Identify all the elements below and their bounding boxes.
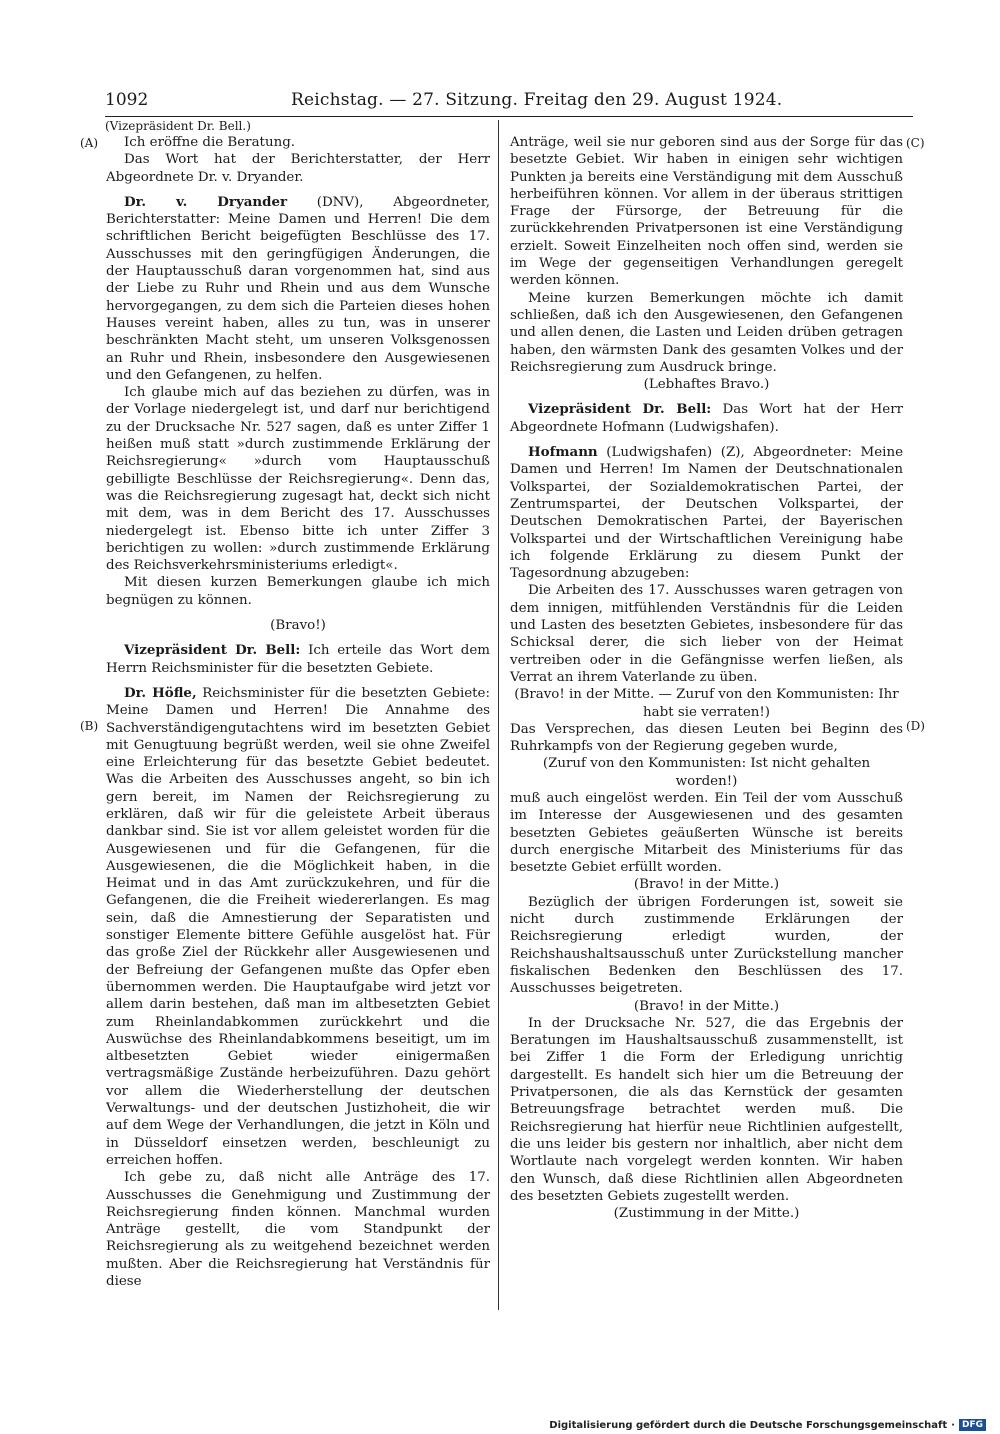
paragraph: muß auch eingelöst werden. Ein Teil der vom Ausschuß im Interesse der Ausgewiesenen und des gesamten besetzten Gebietes geäußerten Wünsche ist bereits durch energische Mitarbeit des Ministeriums für das besetzte Gebiet erfüllt worden. <box>510 790 903 876</box>
paragraph: Mit diesen kurzen Bemerkungen glaube ich mich begnügen zu können. <box>106 575 490 608</box>
speech-text: Reichsminister für die besetzten Gebiete: Meine Damen und Herren! Die Annahme des Sachverständigengutachtens wird im besetzten Gebiet mit Genugtuung begrüßt werden, weil sie ohne Zweifel eine Erleichterung für das besetzte Gebiet bedeutet. Was die Arbeiten des Ausschusses angeht, so bin ich gern bereit, im Namen der Reichsregierung zu erklären, daß wir für die geleistete Arbeit überaus dankbar sind. Sie ist vor allem geleistet worden für die Ausgewiesenen und für die Gefangenen, für die Ausgewiesenen, die die Möglichkeit haben, in die Heimat und in das Amt zurückzukehren, und für die Gefangenen, die die Freiheit wiedererlangen. Es mag sein, daß die Amnestierung der Separatisten und sonstiger Elemente bittere Gefühle ausgelöst hat. Für das große Ziel der Rückkehr aller Ausgewiesenen und der Befreiung der Gefangenen mußte das Opfer eben übernommen werden. Die Hauptaufgabe wird jetzt vor allem darin bestehen, daß man im altbesetzten Gebiet zum Rheinlandabkommen zurückkehrt und die Auswüchse des Rheinlandabkommens beseitigt, um im altbesetzten Gebiet wieder einigermaßen vertragsmäßige Zustände herbeizuführen. Dazu gehört vor allem die Wiederherstellung der deutschen Verwaltungs- und der deutschen Justizhoheit, die wir auf dem Wege der Verhandlungen, die jetzt in Köln und in Düsseldorf einsetzen werden, beschleunigt zu erreichen hoffen. <box>106 685 490 1168</box>
speaker-name: Hofmann <box>528 444 598 461</box>
speech-paragraph <box>510 444 903 582</box>
page-header <box>105 90 913 117</box>
column-divider <box>498 120 499 1310</box>
speech-text: (DNV), Abgeordneter, Berichterstatter: Meine Damen und Herren! Die dem schriftlichen Bericht beigefügten Beschlüsse des 17. Ausschusses mit den geringfügigen Änderungen, die der Hauptausschuß daran vorgenommen hat, sind aus der Liebe zu Ruhr und Rhein und aus dem Wunsche hervorgegangen, zu dem sich die Parteien dieses hohen Hauses vereint haben, alles zu tun, was in unserer beschränkten Macht steht, um unseren Volksgenossen an Ruhr und Rhein, insbesondere den Ausgewiesenen und den Gefangenen, zu helfen. <box>106 194 490 383</box>
right-column <box>510 134 903 1222</box>
paragraph: Meine kurzen Bemerkungen möchte ich damit schließen, daß ich den Ausgewiesenen, den Gefangenen und allen denen, die Lasten und Leiden drüben getragen haben, den wärmsten Dank des gesamten Volkes und der Reichsregierung zum Ausdruck bringe. <box>510 290 903 375</box>
speech-text: Das Wort hat der Herr Abgeordnete Hofmann (Ludwigshafen). <box>510 402 903 435</box>
interjection: (Bravo!) <box>270 618 326 634</box>
paragraph: Ich glaube mich auf das beziehen zu dürfen, was in der Vorlage niedergelegt ist, und darf nur berichtigend zu der Drucksache Nr. 527 sagen, daß es unter Ziffer 1 heißen muß statt »durch zustimmende Erklärung der Reichsregierung« »durch vom Hauptausschuß gebilligte Beschlüsse der Reichsregierung«. Denn das, was die Reichsregierung zugesagt hat, deckt sich nicht mit dem, was in dem Bericht des 17. Ausschusses niedergelegt ist. Ebenso bitte ich unter Ziffer 3 berichtigen zu wollen: »durch zustimmende Erklärung des Reichsverkehrsministeriums erledigt«. <box>106 385 490 574</box>
interjection: (Bravo! in der Mitte. — Zuruf von den Kommunisten: Ihr habt sie verraten!) <box>514 687 899 720</box>
interjection: (Bravo! in der Mitte.) <box>633 877 780 893</box>
margin-mark-b: (B) <box>80 719 99 733</box>
paragraph: Ich eröffne die Beratung. <box>124 135 296 150</box>
footer-text: Digitalisierung gefördert durch die Deutsche Forschungsgemeinschaft <box>549 1419 948 1431</box>
margin-mark-c: (C) <box>906 136 925 150</box>
paragraph: In der Drucksache Nr. 527, die das Ergebnis der Beratungen im Haushaltsausschuß zusammenstellt, ist bei Ziffer 1 die Form der Erledigung unrichtig dargestellt. Es handelt sich hier um die Betreuung der Privatpersonen, die als das Kernstück der gesamten Betreuungsfrage betrachtet werden muß. Die Reichsregierung hat hierfür neue Richtlinien aufgestellt, die uns leider bis gestern nor inhaltlich, aber nicht dem Wortlaute nach vorgelegt werden konnten. Wir haben den Wunsch, daß diese Richtlinien allen Abgeordneten des besetzten Gebiets zugestellt werden. <box>510 1015 903 1204</box>
footer-credit: Digitalisierung gefördert durch die Deutsche Forschungsgemeinschaft · DFG <box>549 1419 986 1431</box>
dfg-logo: DFG <box>959 1419 986 1431</box>
speech-paragraph <box>106 194 490 384</box>
speaker-name: Dr. v. Dryander <box>124 193 288 210</box>
paragraph: Das Versprechen, das diesen Leuten bei Beginn des Ruhrkampfs von der Regierung gegeben wurde, <box>510 721 903 755</box>
paragraph: Das Wort hat der Berichterstatter, der Herr Abgeordnete Dr. v. Dryander. <box>106 152 490 185</box>
speaker-name: Dr. Höfle, <box>124 684 197 701</box>
left-column <box>106 134 490 1290</box>
speech-paragraph <box>510 401 903 436</box>
interjection: (Lebhaftes Bravo.) <box>643 377 770 393</box>
speech-text: Ich erteile das Wort dem Herrn Reichsminister für die besetzten Gebiete. <box>106 643 490 676</box>
margin-mark-a: (A) <box>80 136 99 150</box>
speech-paragraph <box>106 642 490 677</box>
margin-mark-d: (D) <box>906 719 925 733</box>
speech-text: (Ludwigshafen) (Z), Abgeordneter: Meine Damen und Herren! Im Namen der Deutschnationalen Volkspartei, der Sozialdemokratischen Partei, der Zentrumspartei, der Deutschen Volkspartei, der Deutschen Demokratischen Partei, der Bayerischen Volkspartei und der Wirtschaftlichen Vereinigung habe ich folgende Erklärung zu diesem Punkt der Tagesordnung abzugeben: <box>510 445 903 582</box>
interjection: (Zuruf von den Kommunisten: Ist nicht gehalten worden!) <box>542 756 871 789</box>
interjection: (Zustimmung in der Mitte.) <box>613 1206 800 1222</box>
paragraph: Ich gebe zu, daß nicht alle Anträge des 17. Ausschusses die Genehmigung und Zustimmung der Reichsregierung finden können. Manchmal wurden Anträge gestellt, die vom Standpunkt der Reichsregierung als zu weitgehend bezeichnet werden mußten. Aber die Reichsregierung hat Verständnis für diese <box>106 1170 490 1289</box>
paragraph: Bezüglich der übrigen Forderungen ist, soweit sie nicht durch zustimmende Erklärungen der Reichsregierung erledigt wurden, der Reichshaushaltsausschuß unter Zurückstellung mancher fiskalischen Bedenken den Beschlüssen des 17. Ausschusses beigetreten. <box>510 894 903 997</box>
speech-paragraph <box>106 685 490 1169</box>
interjection: (Bravo! in der Mitte.) <box>633 998 780 1014</box>
running-title: Reichstag. — 27. Sitzung. Freitag den 29. August 1924. <box>291 90 783 110</box>
paragraph: Anträge, weil sie nur geboren sind aus der Sorge für das besetzte Gebiet. Wir haben in einigen sehr wichtigen Punkten ja bereits eine Verständigung mit dem Ausschuß herbeiführen können. Vor allem in der überaus strittigen Frage der Fürsorge, der Betreuung für die zurückkehrenden Privatpersonen ist eine Verständigung erzielt. Soweit Einzelheiten noch offen sind, werden sie im Wege der gegenseitigen Verhandlungen geregelt werden können. <box>510 135 903 289</box>
speaker-name: Vizepräsident Dr. Bell: <box>528 401 712 418</box>
speaker-name: Vizepräsident Dr. Bell: <box>124 642 301 659</box>
speaker-note: (Vizepräsident Dr. Bell.) <box>105 119 251 133</box>
paragraph: Die Arbeiten des 17. Ausschusses waren getragen von dem innigen, mitfühlenden Verständnis für die Leiden und Lasten des besetzten Gebietes, insbesondere für das Schicksal derer, die sich lieber von der Heimat vertreiben oder in die Gefängnisse werfen ließen, als Verrat an ihrem Vaterlande zu üben. <box>510 583 903 685</box>
page-number: 1092 <box>105 90 149 110</box>
